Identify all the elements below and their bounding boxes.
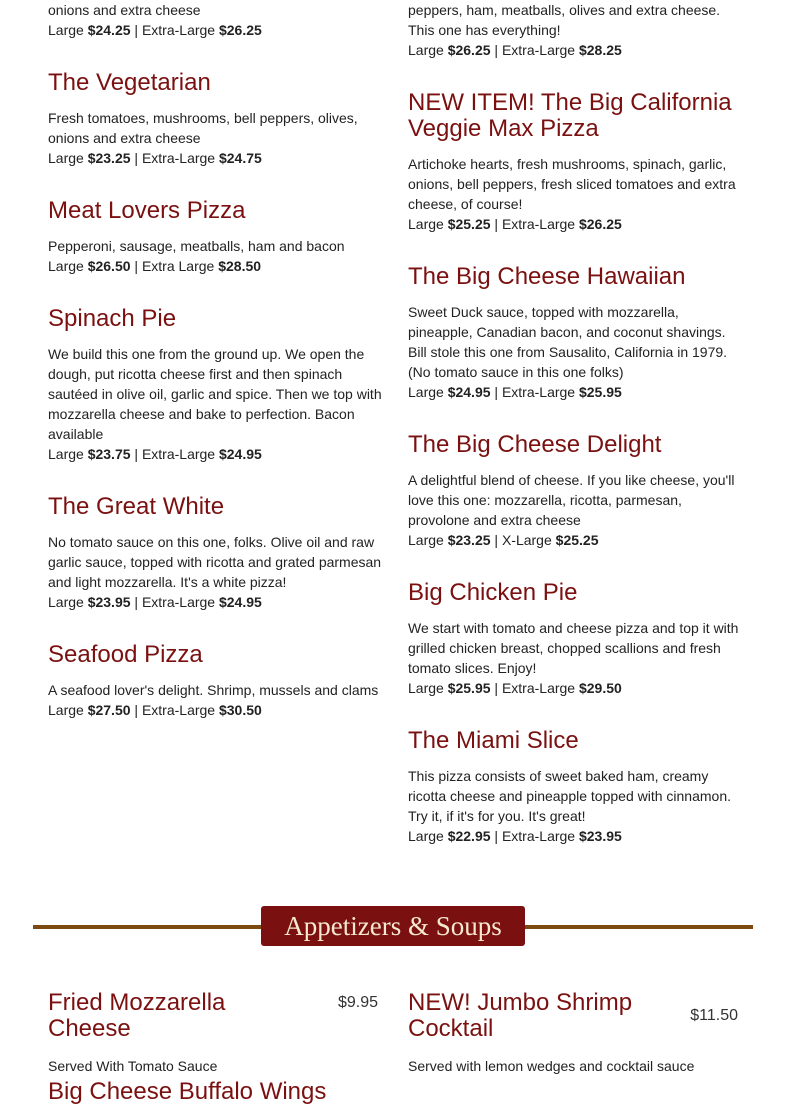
section-heading: Appetizers & Soups [261,906,525,946]
pizza-column-left [48,0,383,750]
item-title: The Miami Slice [408,727,579,754]
menu-item [48,642,383,720]
item-description: We build this one from the ground up. We open the dough, put ricotta cheese first and then spinach sautéed in olive oil, garlic and spice. Then we top with mozzarella cheese and bake to perfection. Bacon available [48,346,382,442]
item-title: NEW ITEM! The Big California Veggie Max Pizza [408,89,732,142]
item-title: Spinach Pie [48,305,177,332]
menu-item [408,728,743,846]
item-price: Large $23.95 | Extra-Large $24.95 [48,594,262,610]
appetizer-title-cutoff: Big Cheese Buffalo Wings [48,1078,327,1105]
item-title: The Big Cheese Delight [408,431,662,458]
item-description: A seafood lover's delight. Shrimp, mussels and clams [48,682,379,698]
item-title: The Big Cheese Hawaiian [408,263,686,290]
menu-item [408,264,743,402]
pizza-column-right [408,0,743,876]
appetizer-description: Served with lemon wedges and cocktail sauce [408,1058,695,1074]
menu-item [408,432,743,550]
item-title: Meat Lovers Pizza [48,197,246,224]
item-description: We start with tomato and cheese pizza and top it with grilled chicken breast, chopped scallions and fresh tomato slices. Enjoy! [408,620,739,676]
item-price: Large $25.25 | Extra-Large $26.25 [408,216,622,232]
menu-item [48,494,383,612]
item-title: Big Chicken Pie [408,579,578,606]
item-price: Large $22.95 | Extra-Large $23.95 [408,828,622,844]
menu-item [408,0,743,60]
appetizer-item [48,990,378,1076]
appetizer-item [408,990,738,1076]
item-description: This pizza consists of sweet baked ham, creamy ricotta cheese and pineapple topped with cinnamon. Try it, if it's for you. It's great! [408,768,731,824]
item-description: No tomato sauce on this one, folks. Olive oil and raw garlic sauce, topped with ricotta and grated parmesan and light mozzarella. It's a white pizza! [48,534,382,590]
item-description: peppers, ham, meatballs, olives and extra cheese. This one has everything! [408,2,721,38]
menu-item [408,90,743,234]
item-description: Fresh tomatoes, mushrooms, bell peppers, olives, onions and extra cheese [48,110,358,146]
menu-item [408,580,743,698]
item-description: Pepperoni, sausage, meatballs, ham and bacon [48,238,345,254]
menu-item [48,306,383,464]
appetizer-description: Served With Tomato Sauce [48,1058,218,1074]
item-description: Sweet Duck sauce, topped with mozzarella, pineapple, Canadian bacon, and coconut shavings. Bill stole this one from Sausalito, California in 1979. (No tomato sauce in this one folks) [408,304,728,380]
item-price: Large $27.50 | Extra-Large $30.50 [48,702,262,718]
menu-item [48,70,383,168]
appetizer-title: NEW! Jumbo Shrimp Cocktail [408,989,633,1042]
item-price: Large $24.25 | Extra-Large $26.25 [48,22,262,38]
item-description: Artichoke hearts, fresh mushrooms, spinach, garlic, onions, bell peppers, fresh sliced tomatoes and extra cheese, of course! [408,156,736,212]
item-description: A delightful blend of cheese. If you like cheese, you'll love this one: mozzarella, ricotta, parmesan, provolone and extra cheese [408,472,735,528]
item-title: Seafood Pizza [48,641,203,668]
item-price: Large $26.25 | Extra-Large $28.25 [408,42,622,58]
item-price: Large $24.95 | Extra-Large $25.95 [408,384,622,400]
item-price: Large $23.75 | Extra-Large $24.95 [48,446,262,462]
appetizer-price: $9.95 [337,994,378,1011]
item-title: The Vegetarian [48,69,211,96]
appetizer-price: $11.50 [690,1007,738,1024]
menu-item [48,0,383,40]
item-price: Large $26.50 | Extra Large $28.50 [48,258,262,274]
item-description: onions and extra cheese [48,2,201,18]
item-price: Large $23.25 | X-Large $25.25 [408,532,599,548]
item-price: Large $25.95 | Extra-Large $29.50 [408,680,622,696]
item-price: Large $23.25 | Extra-Large $24.75 [48,150,262,166]
appetizer-title: Fried Mozzarella Cheese [48,989,226,1042]
item-title: The Great White [48,493,225,520]
menu-item [48,198,383,276]
